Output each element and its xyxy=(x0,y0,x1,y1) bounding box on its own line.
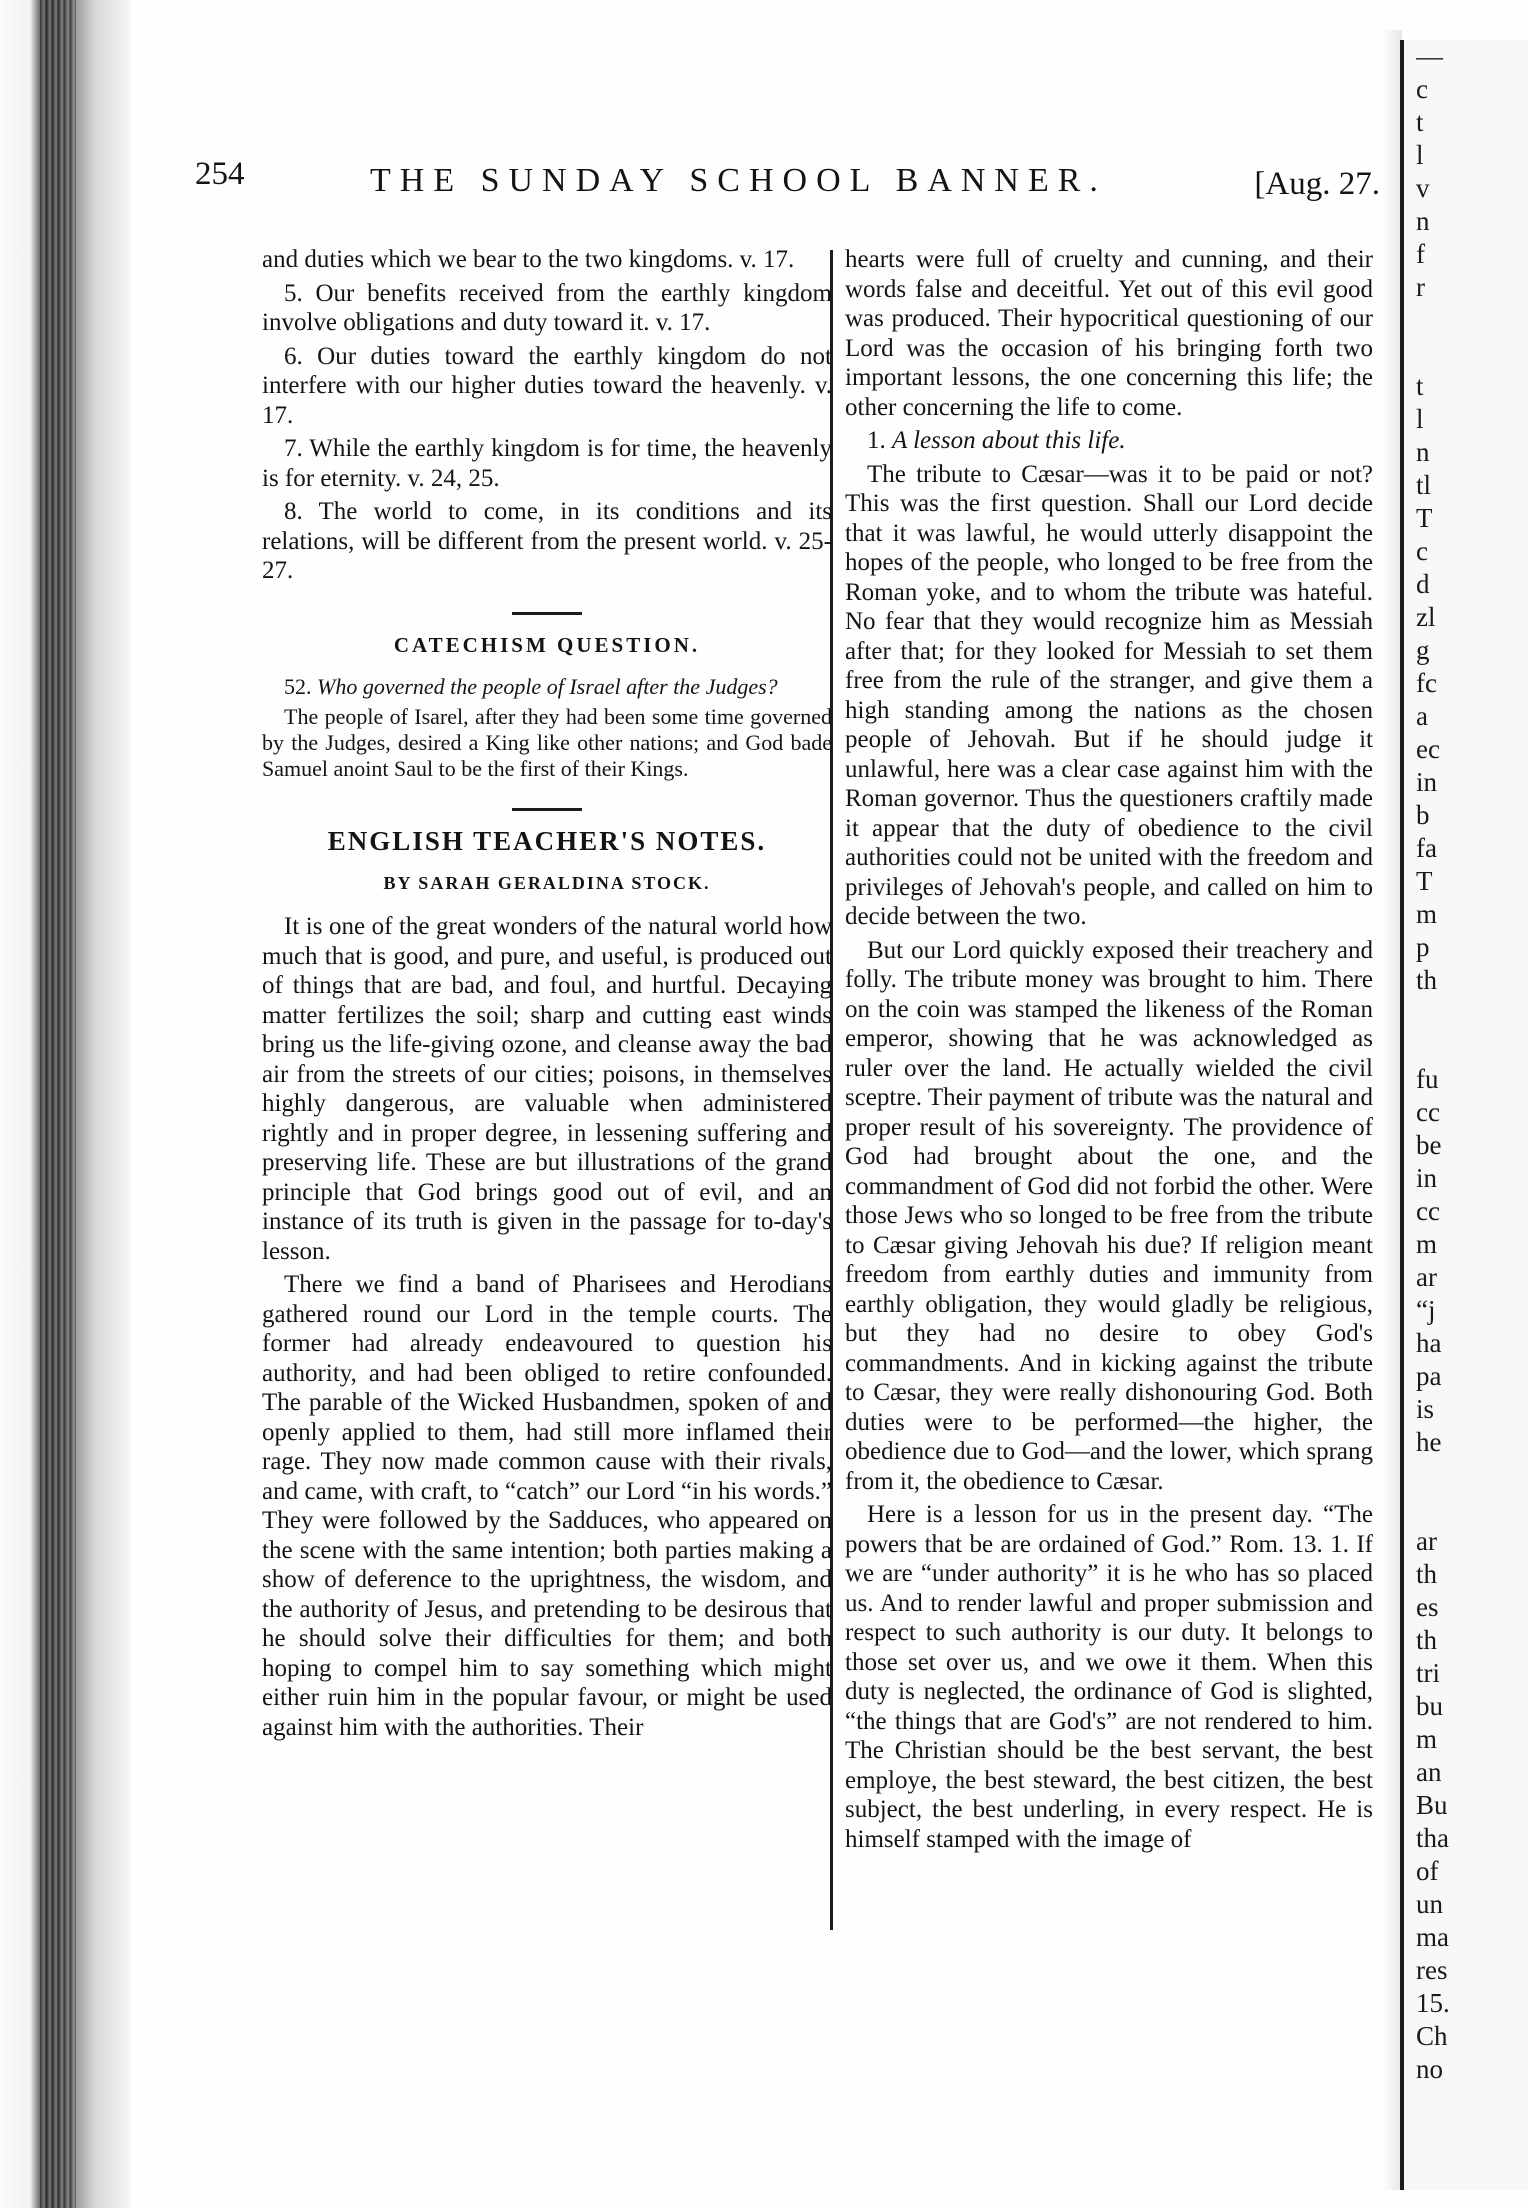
paragraph: But our Lord quickly exposed their treachery and folly. The tribute money was brought to him. There on the coin was stamped the likeness of the Roman emperor, showing that he was acknowledged as ruler over the land. He actually wielded the civil sceptre. Their payment of tribute was the natural and proper result of his sovereignty. The providence of God had brought about the one, and the commandment of God did not forbid the other. Were those Jews who so longed to be free from the tribute to Cæsar giving Jehovah his due? If religion meant freedom from earthly duties and immunity from earthly obligation, they would gladly be religious, but they had no desire to obey God's commandments. And in kicking against the tribute to Cæsar, they were really dishonouring God. Both duties were to be performed—the higher, the obedience due to God—and the lower, which sprang from it, the obedience to Cæsar. xyxy=(845,936,1373,1495)
lesson-number: 1. xyxy=(867,427,886,454)
notes-heading: ENGLISH TEACHER'S NOTES. xyxy=(327,826,767,856)
adjacent-page-fragments xyxy=(1416,40,1526,2190)
fragment-line: cc xyxy=(1416,1097,1440,1127)
lesson-heading xyxy=(845,426,1373,456)
gutter-shade xyxy=(1382,30,1402,2190)
fragment-line: Bu xyxy=(1416,1790,1448,1820)
fragment-line: in xyxy=(1416,1163,1438,1193)
fragment-line: c xyxy=(1416,74,1428,104)
fragment-line: tha xyxy=(1416,1823,1449,1853)
fragment-line: in xyxy=(1416,767,1438,797)
fragment-line xyxy=(1416,304,1526,337)
fragment-line: pa xyxy=(1416,1361,1442,1391)
paragraph: 6. Our duties toward the earthly kingdom do not interfere with our higher duties toward the heavenly. v. 17. xyxy=(262,342,832,429)
fragment-line: ec xyxy=(1416,734,1440,764)
fragment-line: a xyxy=(1416,701,1428,731)
page-number: 254 xyxy=(195,156,245,192)
paragraph: 8. The world to come, in its conditions and its relations, will be different from the present world. v. 25-27. xyxy=(262,498,832,584)
fragment-line: T xyxy=(1416,503,1433,533)
fragment-line: ar xyxy=(1416,1262,1437,1292)
adjacent-page xyxy=(1400,40,1528,2190)
fragment-line: g xyxy=(1416,635,1430,665)
fragment-line: th xyxy=(1416,1625,1438,1655)
paragraph: Here is a lesson for us in the present day. “The powers that be are ordained of God.” Rom. 13. 1. If we are “under authority” it is he who has so placed us. And to render lawful and proper submission and respect to such authority is our duty. It belongs to those set over us, and we owe it them. When this duty is neglected, the ordinance of God is slighted, “the things that are God's” are not rendered to him. The Christian should be the best servant, the best employe, the best steward, the best citizen, the best subject, the best underling, in every respect. He is himself stamped with the image of xyxy=(845,1501,1373,1853)
issue-date: [Aug. 27. xyxy=(1254,166,1380,202)
catechism-answer: The people of Isarel, after they had been some time governed by the Judges, desired a King like other nations; and God bade Samuel anoint Saul to be the first of their Kings. xyxy=(262,704,832,781)
paragraph: 5. Our benefits received from the earthly kingdom involve obligations and duty toward it. v. 17. xyxy=(262,279,832,336)
fragment-line: r xyxy=(1416,272,1425,302)
page-stack-band xyxy=(40,0,76,2208)
paragraph: It is one of the great wonders of the natural world how much that is good, and pure, and useful, is produced out of things that are bad, and foul, and hurtful. Decaying matter fertilizes the soil; sharp and cutting east winds bring us the life-giving ozone, and cleanse away the bad air from the streets of our cities; poisons, in themselves highly dangerous, are valuable when administered rightly and in proper degree, in lessening suffering and preserving life. These are but illustrations of the grand principle that God brings good out of evil, and an instance of its truth is given in the passage for to-day's lesson. xyxy=(262,913,832,1265)
fragment-line: no xyxy=(1416,2054,1443,2084)
section-divider xyxy=(512,612,582,615)
fragment-line: tri xyxy=(1416,1658,1440,1688)
catechism-question xyxy=(262,674,832,700)
paragraph: hearts were full of cruelty and cunning, and their words false and deceitful. Yet out of this evil good was produced. Their hypocritical questioning of our Lord was the occasion of his bringing forth two important lessons, the one concerning this life; the other concerning the life to come. xyxy=(845,246,1373,421)
fragment-line: ha xyxy=(1416,1328,1442,1358)
fragment-line: b xyxy=(1416,800,1430,830)
fragment-line: fu xyxy=(1416,1064,1439,1094)
fragment-line: cc xyxy=(1416,1196,1440,1226)
fragment-line: bu xyxy=(1416,1691,1443,1721)
fragment-line xyxy=(1416,337,1526,370)
fragment-line: m xyxy=(1416,1229,1438,1259)
fragment-line: 15. xyxy=(1416,1988,1450,2018)
fragment-line: ma xyxy=(1416,1922,1449,1952)
fragment-line: c xyxy=(1416,536,1428,566)
fragment-line: f xyxy=(1416,239,1425,269)
fragment-line: t xyxy=(1416,107,1424,137)
fragment-line xyxy=(1416,1459,1526,1492)
fragment-line: es xyxy=(1416,1592,1439,1622)
running-header xyxy=(195,150,1395,230)
fragment-line: T xyxy=(1416,866,1433,896)
fragment-line: an xyxy=(1416,1757,1442,1787)
fragment-line: tl xyxy=(1416,470,1432,500)
fragment-line: zl xyxy=(1416,602,1436,632)
book-binding-edge xyxy=(0,0,130,2208)
fragment-line: th xyxy=(1416,1559,1438,1589)
right-column xyxy=(845,245,1373,1858)
fragment-line xyxy=(1416,997,1526,1030)
author-byline: BY SARAH GERALDINA STOCK. xyxy=(383,872,711,893)
fragment-line: — xyxy=(1416,41,1443,71)
left-column xyxy=(262,245,832,1746)
fragment-line: th xyxy=(1416,965,1438,995)
fragment-line: ar xyxy=(1416,1526,1437,1556)
lesson-title: A lesson about this life. xyxy=(892,427,1126,454)
fragment-line: un xyxy=(1416,1889,1443,1919)
paragraph: and duties which we bear to the two kingdoms. v. 17. xyxy=(262,246,795,273)
catechism-question-text: Who governed the people of Israel after the Judges? xyxy=(317,674,778,699)
journal-title: THE SUNDAY SCHOOL BANNER. xyxy=(370,162,1107,199)
fragment-line: v xyxy=(1416,173,1430,203)
fragment-line: is xyxy=(1416,1394,1435,1424)
fragment-line: m xyxy=(1416,899,1438,929)
catechism-number: 52. xyxy=(284,674,312,699)
paragraph: 7. While the earthly kingdom is for time, the heavenly is for eternity. v. 24, 25. xyxy=(262,435,832,492)
fragment-line: l xyxy=(1416,140,1424,170)
fragment-line: m xyxy=(1416,1724,1438,1754)
paragraph: The tribute to Cæsar—was it to be paid or not? This was the first question. Shall our Lord decide that it was lawful, he would utterly disappoint the hopes of the people, who longed to be free from the Roman yoke, and to whom the tribute was hateful. No fear that they would recognize him as Messiah after that; for they looked for Messiah to set them free from the rule of the stranger, and give them a high standing among the nations as the chosen people of Jehovah. But if he should judge it unlawful, here was a clear case against him with the Roman governor. Thus the questioners craftily made it appear that the duty of obedience to the civil authorities could not be united with the freedom and privileges of Jehovah's people, and called on him to decide between the two. xyxy=(845,460,1373,930)
fragment-line: l xyxy=(1416,404,1424,434)
fragment-line: p xyxy=(1416,932,1430,962)
fragment-line: t xyxy=(1416,371,1424,401)
fragment-line: “j xyxy=(1416,1295,1436,1325)
fragment-line: res xyxy=(1416,1955,1448,1985)
fragment-line xyxy=(1416,1492,1526,1525)
fragment-line: d xyxy=(1416,569,1430,599)
fragment-line: n xyxy=(1416,437,1430,467)
fragment-line: fc xyxy=(1416,668,1437,698)
catechism-heading: CATECHISM QUESTION. xyxy=(393,632,701,657)
fragment-line: Ch xyxy=(1416,2021,1448,2051)
fragment-line: of xyxy=(1416,1856,1439,1886)
fragment-line: n xyxy=(1416,206,1430,236)
fragment-line xyxy=(1416,1030,1526,1063)
section-divider xyxy=(512,808,582,811)
fragment-line: fa xyxy=(1416,833,1437,863)
paragraph: There we find a band of Pharisees and Herodians gathered round our Lord in the temple courts. The former had already endeavoured to question his authority, and had been obliged to retire confounded. The parable of the Wicked Husbandmen, spoken of and openly applied to them, had still more inflamed their rage. They now made common cause with their rivals, and came, with craft, to “catch” our Lord “in his words.” They were followed by the Sadduces, who appeared on the scene with the same intention; both parties making a show of deference to the uprightness, the wisdom, and the authority of Jesus, and pretending to be desirous that he should solve their difficulties for them; and both hoping to compel him to say something which might either ruin him in the popular favour, or might be used against him with the authorities. Their xyxy=(262,1271,832,1741)
fragment-line: be xyxy=(1416,1130,1442,1160)
fragment-line: he xyxy=(1416,1427,1442,1457)
